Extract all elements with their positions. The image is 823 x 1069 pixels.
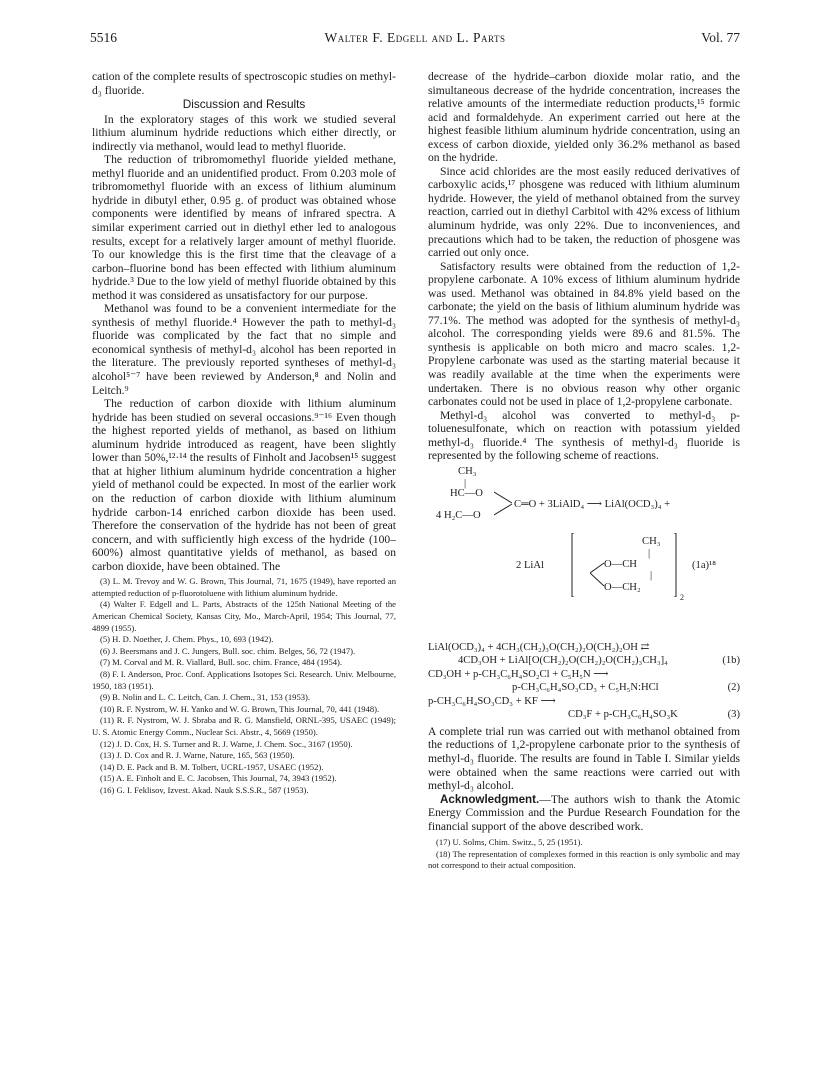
footnote: (17) U. Solms, Chim. Switz., 5, 25 (1951). — [436, 837, 583, 848]
ring-bonds-graphic — [494, 489, 516, 519]
equation-number-1a: (1a)¹⁸ — [692, 559, 716, 571]
scheme-co-reaction: C═O + 3LiAlD₄ ⟶ LiAl(OCD₃)₄ + — [514, 498, 671, 510]
footnote: (15) A. E. Finholt and E. C. Jacobsen, This Journal, 74, 3943 (1952). — [100, 773, 337, 784]
scheme-2-lial: 2 LiAl — [516, 559, 544, 571]
acknowledgment — [428, 793, 740, 834]
footnote: (12) J. D. Cox, H. S. Turner and R. J. Warne, J. Chem. Soc., 3167 (1950). — [100, 738, 353, 749]
paragraph-carbon-dioxide: The reduction of carbon dioxide with lithium aluminum hydride has been studied on several occasions.⁹⁻¹⁶ Even though the highest reported yields of methanol, as based on lithium aluminum hydride introduced as reagent, have been slightly lower than 50%,¹²·¹⁴ the results of Finholt and Jacobsen¹⁵ suggest that at higher lithium aluminum hydride concentration a higher yield of methanol could be expected. In most of the earlier work on the reduction of carbon dioxide with lithium aluminum hydride carbon-14 enriched carbon dioxide has been used. Therefore the conservation of the hydride has not been of great concern, and with sufficiently high excess of the hydride (100–600%) almost quantitative yields of methanol, as based on carbon dioxide, have been obtained. The — [92, 397, 396, 573]
scheme-bond-vertical-c: | — [650, 569, 653, 581]
scheme-hc-o: HC—O — [450, 487, 483, 499]
equation-3-line1: p-CH₃C₆H₄SO₃CD₃ + KF ⟶ — [428, 695, 556, 707]
equation-2-line1: CD₃OH + p-CH₃C₆H₄SO₂Cl + C₅H₅N ⟶ — [428, 668, 609, 680]
equation-number-2: (2) — [727, 682, 740, 694]
scheme-ch3: CH₃ — [458, 465, 477, 477]
acknowledgment-text: —The authors wish to thank the Atomic Energy Commission and the Purdue Research Foundation for the financial support of the above described work. — [428, 792, 740, 833]
paragraph-methanol: Methanol was found to be a convenient intermediate for the synthesis of methyl fluoride.⁴ However the path to methyl-d₃ fluoride was complicated by the fact that no simple and economical synthesis of methyl-d₃ alcohol has been reported in the literature. The previously reported syntheses of methyl-d₃ alcohol⁵⁻⁷ have been reviewed by Anderson,⁸ and Nolin and Leitch.⁹ — [92, 302, 396, 397]
footnote: (8) F. I. Anderson, Proc. Conf. Applications Isotopes Sci. Research. Univ. Melbourne, 1950, 183 (1951). — [92, 668, 396, 691]
section-title: Discussion and Results — [182, 97, 306, 112]
footnote: (16) G. I. Feklisov, Izvest. Akad. Nauk S.S.S.R., 587 (1953). — [100, 784, 309, 795]
footnote: (4) Walter F. Edgell and L. Parts, Abstracts of the 125th National Meeting of the American Chemical Society, Kansas City, Mo., March-April, 1954; This Journal, 77, 4899 (1955). — [92, 599, 396, 633]
footnote: (14) D. E. Pack and B. M. Tolbert, UCRL-1957, USAEC (1952). — [100, 761, 324, 772]
equation-2-products: p-CH₃C₆H₄SO₃CD₃ + C₅H₅N:HCl — [512, 682, 659, 694]
left-bracket-graphic — [566, 533, 574, 597]
footnote: (18) The representation of complexes formed in this reaction is only symbolic and may not correspond to their actual composition. — [428, 848, 740, 871]
footnote: (7) M. Corval and M. R. Viallard, Bull. soc. chim. France, 484 (1954). — [100, 657, 343, 668]
footnote: (9) B. Nolin and L. C. Leitch, Can. J. Chem., 31, 153 (1953). — [100, 692, 311, 703]
footnote: (11) R. F. Nystrom, W. J. Sbraba and R. G. Mansfield, ORNL-395, USAEC (1949); U. S. Atomic Energy Comm., Nuclear Sci. Abstr., 4, 5669 (1950). — [92, 715, 396, 737]
paragraph-propylene-carbonate: Satisfactory results were obtained from the reduction of 1,2-propylene carbonate. A 10% excess of lithium aluminum hydride was used. Methanol was obtained in 84.8% yield based on the carbonate; the yield on the basis of lithium aluminum hydride was 77.1%. The method was adopted for the synthesis of methyl-d₃ alcohol. The corresponding yields were 89.6 and 81.5%. The synthesis is applicable on both micro and macro scales. 1,2-Propylene carbonate was used as the starting material because it was readily available at the time when the experiments were undertaken. There is no obvious reason why other organic carbonates could not be used in place of 1,2-propylene carbonate. — [428, 259, 740, 409]
equation-3-line2 — [428, 708, 740, 722]
scheme-h2c-o: 4 H₂C—O — [436, 509, 481, 521]
footnote: (13) J. D. Cox and R. J. Warne, Nature, 165, 563 (1950). — [100, 750, 295, 761]
acknowledgment-title: Acknowledgment. — [440, 792, 540, 806]
footnotes-right — [428, 837, 740, 872]
paragraph-molar-ratio: decrease of the hydride–carbon dioxide molar ratio, and the simultaneous decrease of the hydride concentration, increases the relative amounts of the intermediate reduction products,¹⁵ formic acid and formaldehyde. An experiment carried out here at the highest feasible lithium aluminum hydride concentration, using an excess of carbon dioxide, yielded only 36.2% methanol as based on the hydride. — [428, 70, 740, 165]
footnote: (10) R. F. Nystrom, W. H. Yanko and W. G. Brown, This Journal, 70, 441 (1948). — [100, 703, 380, 714]
al-o-bonds-graphic — [590, 559, 606, 589]
scheme-o-ch: O—CH — [604, 558, 637, 570]
equation-number-3: (3) — [727, 709, 740, 721]
left-column — [92, 70, 396, 797]
paragraph-methyl-d3-conversion: Methyl-d₃ alcohol was converted to methyl-d₃ p-toluenesulfonate, which on reaction with potassium yielded methyl-d₃ fluoride.⁴ The synthesis of methyl-d₃ fluoride is represented by the following scheme of reactions. — [428, 408, 740, 463]
footnote: (6) J. Beersmans and J. C. Jungers, Bull. soc. chim. Belges, 56, 72 (1947). — [100, 645, 356, 656]
running-head-authors: Walter F. Edgell and L. Parts — [324, 30, 506, 45]
footnote: (5) H. D. Noether, J. Chem. Phys., 10, 693 (1942). — [100, 634, 274, 645]
footnotes-left — [92, 576, 396, 796]
equation-1b-line2 — [428, 654, 740, 668]
paragraph-exploratory: In the exploratory stages of this work we studied several lithium aluminum hydride reductions which either directly, or indirectly via methanol, would lead to methyl fluoride. — [92, 112, 396, 153]
equation-3-products: CD₃F + p-CH₃C₆H₄SO₃K — [568, 709, 678, 721]
equation-number-1b: (1b) — [722, 655, 740, 667]
scheme-bond-vertical-b: | — [648, 547, 651, 559]
scheme-o-ch2: O—CH₂ — [604, 581, 641, 593]
equation-1b-line1: LiAl(OCD₃)₄ + 4CH₃(CH₂)₃O(CH₂)₂O(CH₂)₂OH ⇄ — [428, 641, 650, 653]
page-header — [90, 30, 740, 48]
reaction-scheme — [428, 463, 740, 641]
scheme-subscript-2: 2 — [680, 592, 684, 602]
equation-1b-products: 4CD₃OH + LiAl[O(CH₂)₂O(CH₂)₂O(CH₂)₃CH₃]₄ — [458, 655, 668, 667]
footnote: (3) L. M. Trevoy and W. G. Brown, This Journal, 71, 1675 (1949), have reported an attempted reduction of p-fluorotoluene with lithium aluminum hydride. — [92, 576, 396, 598]
paragraph-phosgene: Since acid chlorides are the most easily reduced derivatives of carboxylic acids,¹⁷ phosgene was reduced with lithium aluminum hydride. However, the yield of methanol obtained from the survey reaction, carried out in diethyl Carbitol with 42% excess of lithium aluminum hydride, was only 22%. Due to inconveniences, and precautions which had to be taken, the reduction of phosgene was carried out only once. — [428, 164, 740, 260]
intro-paragraph: cation of the complete results of spectroscopic studies on methyl-d₃ fluoride. — [92, 70, 396, 97]
paragraph-trial-run: A complete trial run was carried out with methanol obtained from the reductions of 1,2-propylene carbonate prior to the synthesis of methyl-d₃ fluoride. The results are found in Table I. Similar yields were obtained when the same reactions were carried out with methyl-d₃ alcohol. — [428, 724, 740, 793]
page-number: 5516 — [90, 30, 117, 45]
paragraph-tribromomethyl: The reduction of tribromomethyl fluoride yielded methane, methyl fluoride and an unidentified product. From 0.203 mole of tribromomethyl fluoride with an excess of lithium aluminum hydride in dibutyl ether, 0.95 g. of product was obtained whose components were identified by means of infrared spectra. A similar experiment carried out in diethyl ether led to analogous results, except for a relatively larger amount of methyl fluoride. To our knowledge this is the first time that the cleavage of a carbon–fluorine bond has been effected with lithium aluminum hydride.³ Due to the low yield of methyl fluoride obtained by this method it was considered as unsatisfactory for our purpose. — [92, 153, 396, 302]
equation-2-line2 — [428, 681, 740, 695]
right-bracket-graphic — [674, 533, 682, 597]
reaction-equations — [428, 641, 740, 722]
scheme-bond-vertical: | — [464, 477, 467, 489]
right-column — [428, 70, 740, 872]
volume-label: Vol. 77 — [701, 30, 740, 45]
scheme-ch3-b: CH₃ — [642, 535, 661, 547]
